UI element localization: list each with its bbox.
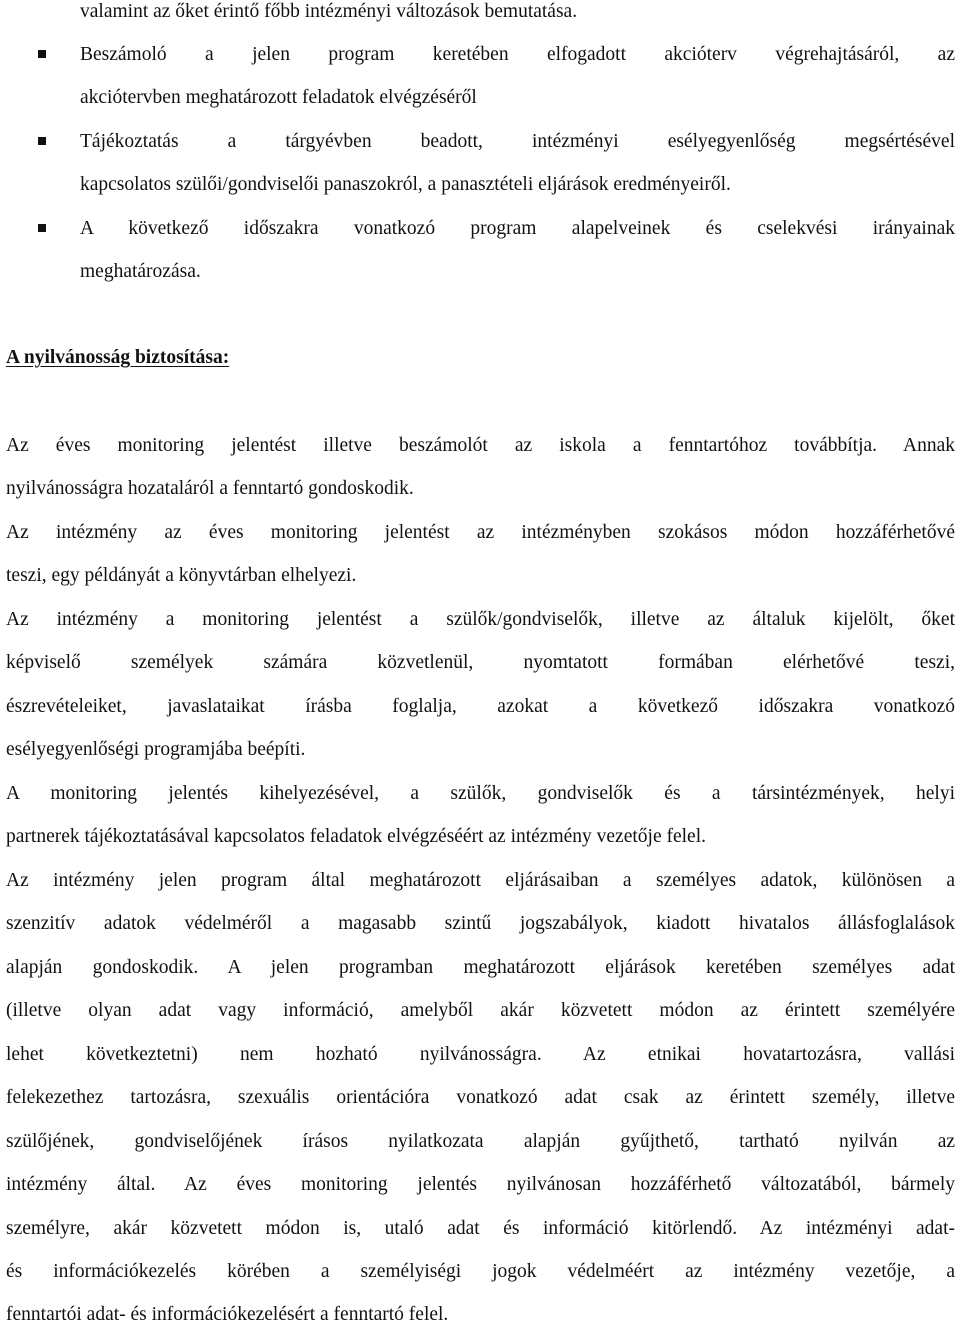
paragraph-line: nyilvánosságra hozataláról a fenntartó gondoskodik. [6,478,414,499]
section-heading: A nyilvánosság biztosítása: [6,347,230,368]
paragraph-line: Az intézmény az éves monitoring jelentést az intézményben szokásos módon hozzáférhetővé [6,522,955,543]
paragraph-line: partnerek tájékoztatásával kapcsolatos feladatok elvégzéséért az intézmény vezetője felel. [6,826,707,847]
paragraph-line: alapján gondoskodik. A jelen programban meghatározott eljárások keretében személyes adat [6,957,955,978]
bullet-square-icon [38,137,46,145]
paragraph-line: képviselő személyek számára közvetlenül, nyomtatott formában elérhetővé teszi, [6,652,955,673]
paragraph-line: felekezethez tartozásra, szexuális orientációra vonatkozó adat csak az érintett személy, illetve [6,1087,955,1108]
intro-line: valamint az őket érintő főbb intézményi változások bemutatása. [80,1,578,22]
paragraph-line: és információkezelés körében a személyiségi jogok védelméért az intézmény vezetője, a [6,1261,955,1282]
paragraph-line: Az intézmény a monitoring jelentést a szülők/gondviselők, illetve az általuk kijelölt, őket [6,609,955,630]
bullet-1-line-2: akciótervben meghatározott feladatok elvégzéséről [80,87,477,108]
bullet-1-line-1: Beszámoló a jelen program keretében elfogadott akcióterv végrehajtásáról, az [80,44,955,65]
bullet-3-line-2: meghatározása. [80,261,201,282]
paragraph-line: teszi, egy példányát a könyvtárban elhelyezi. [6,565,357,586]
paragraph-line: fenntartói adat- és információkezelésért a fenntartó felel. [6,1304,449,1325]
paragraph-line: A monitoring jelentés kihelyezésével, a szülők, gondviselők és a társintézmények, helyi [6,783,955,804]
bullet-2-line-2: kapcsolatos szülői/gondviselői panaszokról, a panasztételi eljárások eredményeiről. [80,174,731,195]
bullet-square-icon [38,50,46,58]
bullet-3-line-1: A következő időszakra vonatkozó program alapelveinek és cselekvési irányainak [80,218,955,239]
bullet-2-line-1: Tájékoztatás a tárgyévben beadott, intézményi esélyegyenlőség megsértésével [80,131,955,152]
paragraph-line: szenzitív adatok védelméről a magasabb szintű jogszabályok, kiadott hivatalos állásfoglalások [6,913,955,934]
paragraph-line: intézmény által. Az éves monitoring jelentés nyilvánosan hozzáférhető változatából, bármely [6,1174,955,1195]
paragraph-line: észrevételeiket, javaslataikat írásba foglalja, azokat a következő időszakra vonatkozó [6,696,955,717]
paragraph-line: (illetve olyan adat vagy információ, amelyből akár közvetett módon az érintett személyére [6,1000,955,1021]
paragraph-line: Az éves monitoring jelentést illetve beszámolót az iskola a fenntartóhoz továbbítja. Annak [6,435,955,456]
paragraph-line: személyre, akár közvetett módon is, utaló adat és információ kitörlendő. Az intézményi adat- [6,1218,955,1239]
paragraph-line: szülőjének, gondviselőjének írásos nyilatkozata alapján gyűjthető, tartható nyilván az [6,1131,955,1152]
bullet-square-icon [38,224,46,232]
paragraph-line: Az intézmény jelen program által meghatározott eljárásaiban a személyes adatok, különösen a [6,870,955,891]
paragraph-line: esélyegyenlőségi programjába beépíti. [6,739,306,760]
paragraph-line: lehet következtetni) nem hozható nyilvánosságra. Az etnikai hovatartozásra, vallási [6,1044,955,1065]
